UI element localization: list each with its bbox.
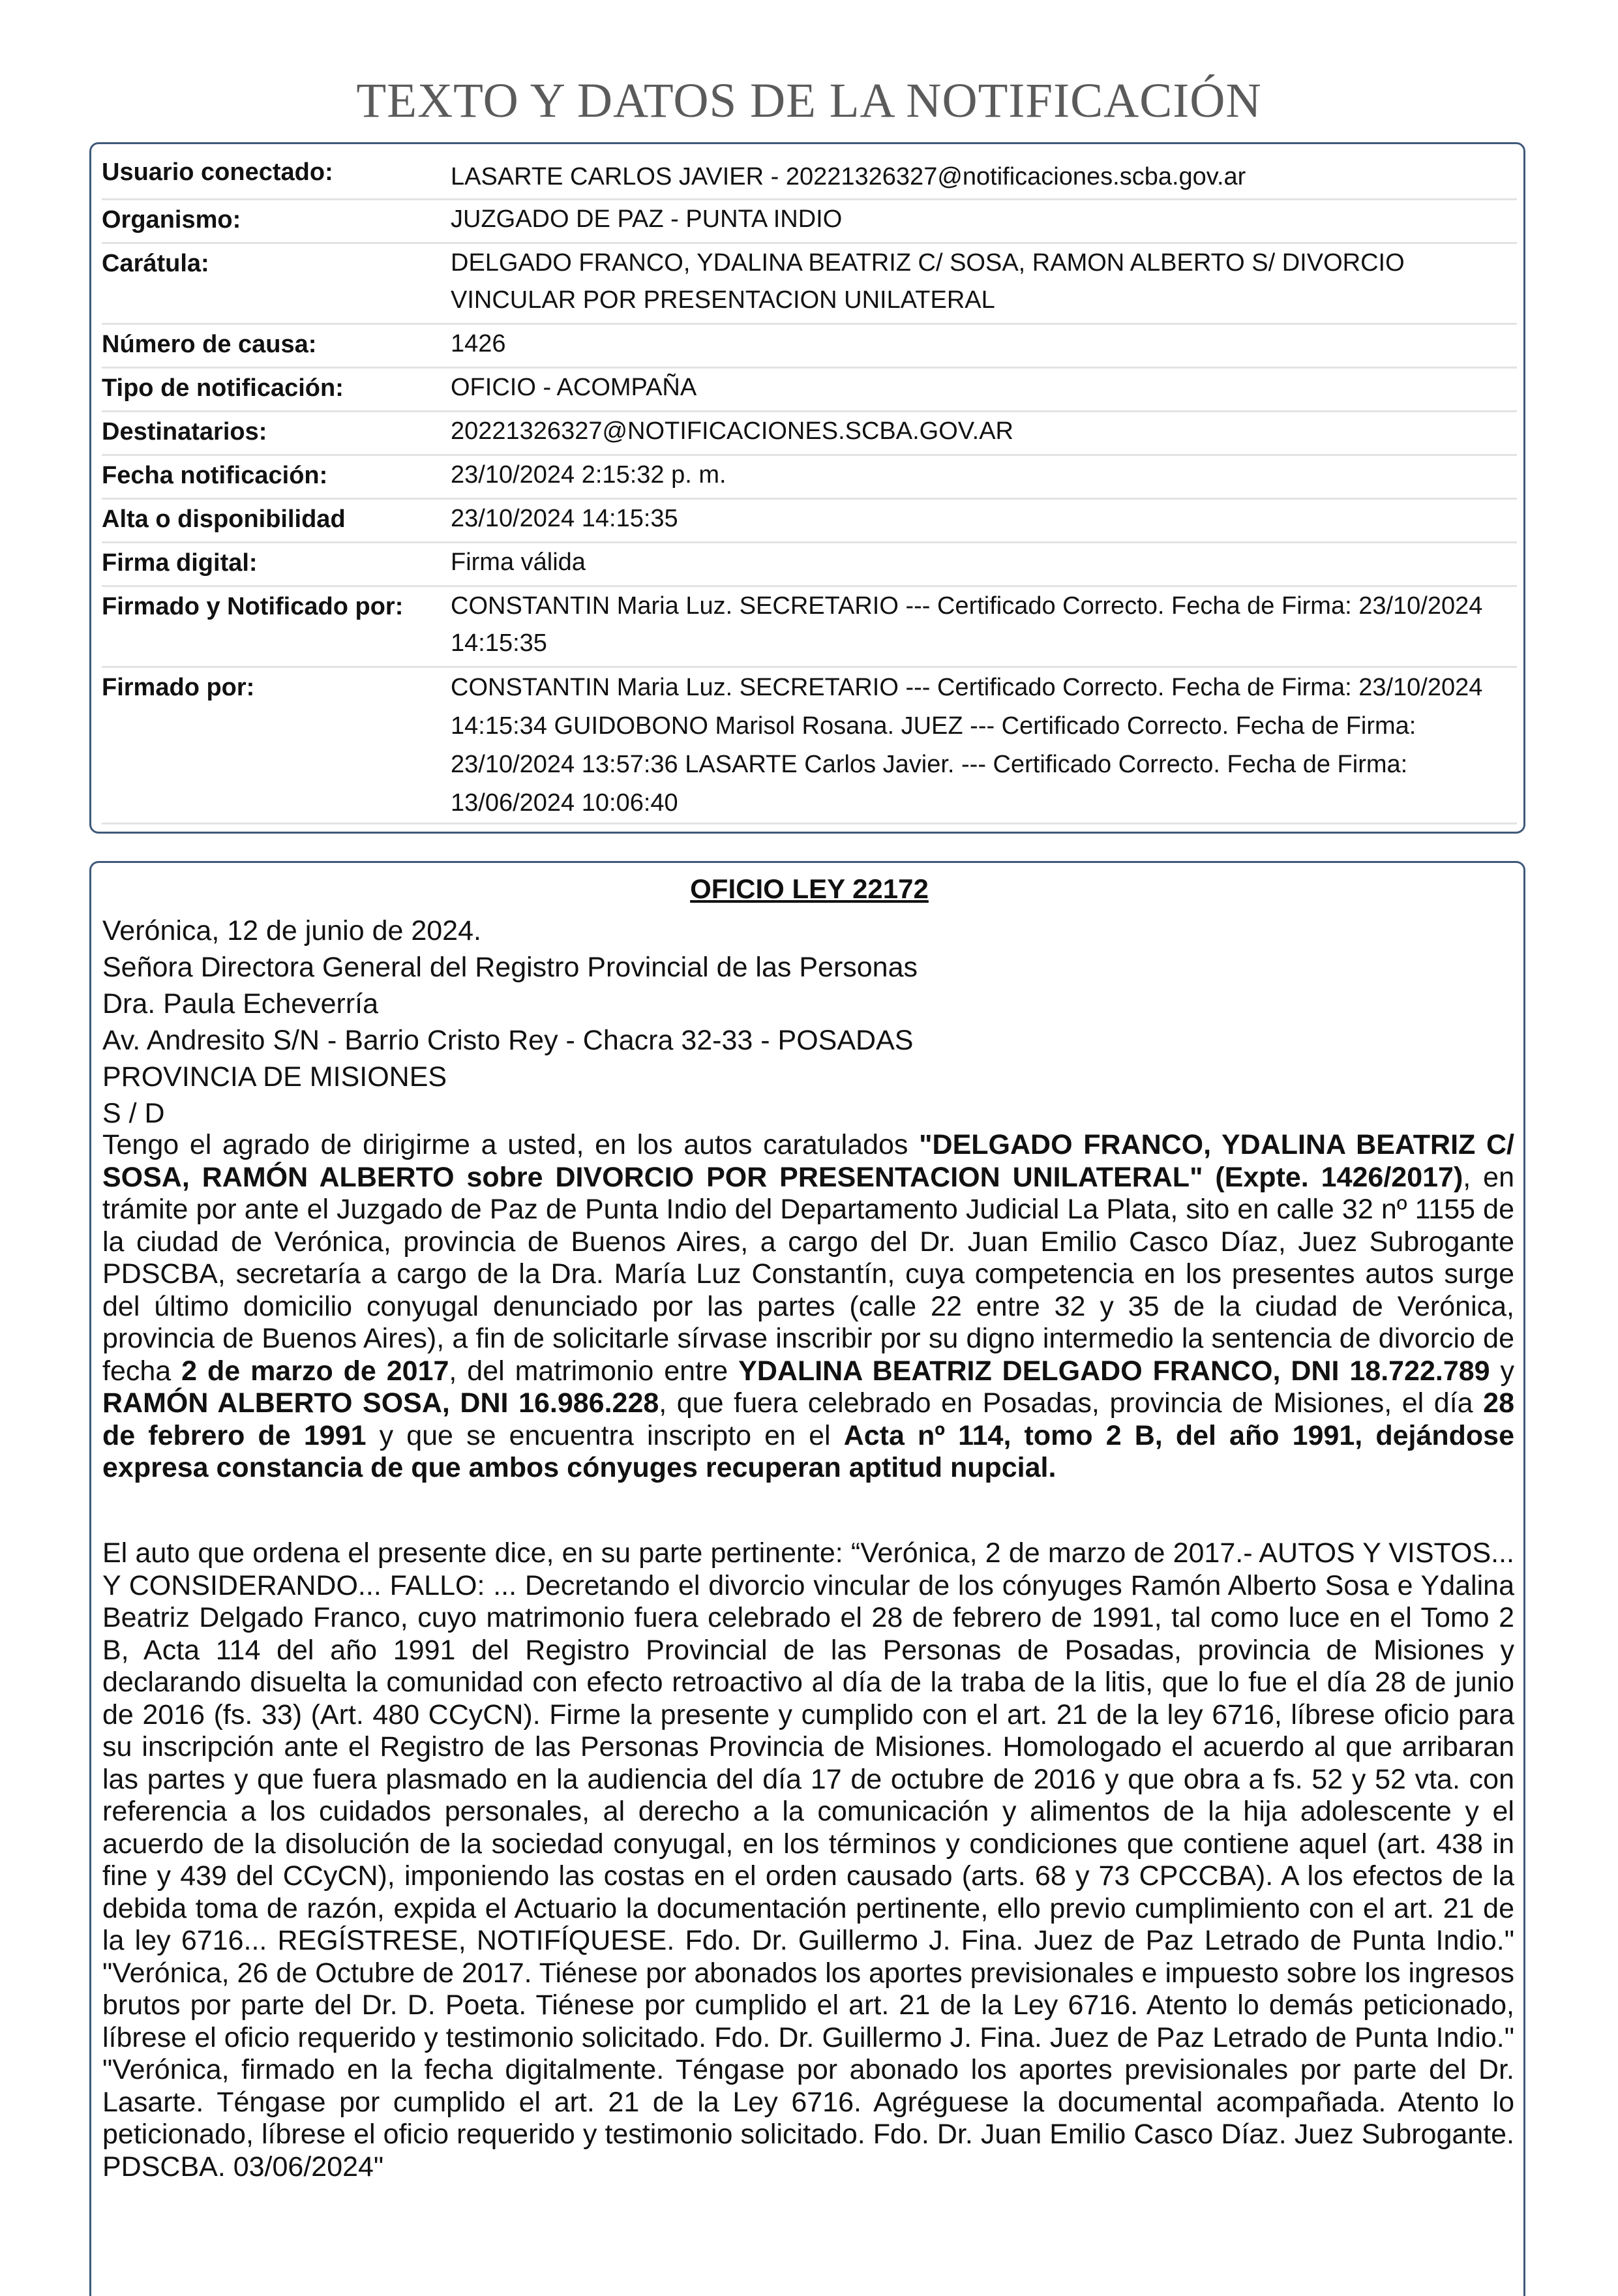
- metadata-row-firmado-notificado: [102, 585, 1517, 668]
- paragraph-segment-bold: YDALINA BEATRIZ DELGADO FRANCO, DNI 18.722.789: [738, 1355, 1490, 1387]
- metadata-row-organismo: [102, 198, 1517, 244]
- metadata-label: Firmado y Notificado por:: [102, 593, 404, 620]
- paragraph-segment-bold: Acta nº 114, tomo 2 B, del año 1991, dejándose expresa constancia de que ambos cónyuges recuperan aptitud nupcial.: [102, 1419, 1514, 1483]
- paragraph-segment: , del matrimonio entre: [449, 1355, 739, 1387]
- metadata-label: Organismo:: [102, 206, 241, 234]
- metadata-label: Firmado por:: [102, 674, 255, 701]
- document-paragraph-request: [102, 1129, 1514, 1485]
- metadata-row-fecha: [102, 454, 1517, 500]
- metadata-label: Número de causa:: [102, 331, 317, 358]
- document-heading: OFICIO LEY 22172: [690, 873, 929, 904]
- document-line-address: Av. Andresito S/N - Barrio Cristo Rey - Chacra 32-33 - POSADAS: [102, 1025, 914, 1056]
- metadata-value: DELGADO FRANCO, YDALINA BEATRIZ C/ SOSA, RAMON ALBERTO S/ DIVORCIO VINCULAR POR PRESENTACION UNILATERAL: [451, 249, 1405, 314]
- metadata-value: OFICIO - ACOMPAÑA: [451, 374, 697, 401]
- document-line-recipient: Señora Directora General del Registro Provincial de las Personas: [102, 952, 918, 983]
- metadata-value: Firma válida: [451, 549, 586, 576]
- metadata-value: CONSTANTIN Maria Luz. SECRETARIO --- Certificado Correcto. Fecha de Firma: 23/10/2024 14:15:35: [451, 592, 1483, 657]
- paragraph-segment-bold: 2 de marzo de 2017: [181, 1355, 449, 1387]
- paragraph-segment: Tengo el agrado de dirigirme a usted, en los autos caratulados: [102, 1129, 920, 1160]
- metadata-value: LASARTE CARLOS JAVIER - 20221326327@notificaciones.scba.gov.ar: [451, 163, 1246, 190]
- paragraph-segment-bold: RAMÓN ALBERTO SOSA, DNI 16.986.228: [102, 1387, 659, 1419]
- metadata-row-tipo: [102, 367, 1517, 412]
- metadata-value: 1426: [451, 330, 506, 357]
- metadata-label: Tipo de notificación:: [102, 374, 344, 402]
- metadata-row-caratula: [102, 242, 1517, 325]
- metadata-row-usuario: [102, 144, 1517, 200]
- metadata-row-firmado-por: [102, 666, 1517, 824]
- metadata-row-destinatarios: [102, 410, 1517, 456]
- document-address-block: [102, 913, 1514, 1132]
- paragraph-segment-bold: "DELGADO FRANCO, YDALINA BEATRIZ C/ SOSA, RAMÓN ALBERTO sobre DIVORCIO POR PRESENTACION UNILATERAL" (Expte. 1426/2017): [102, 1129, 1514, 1193]
- metadata-label: Usuario conectado:: [102, 159, 333, 186]
- metadata-value: JUZGADO DE PAZ - PUNTA INDIO: [451, 205, 843, 233]
- metadata-label: Firma digital:: [102, 549, 258, 577]
- metadata-value: 23/10/2024 2:15:32 p. m.: [451, 461, 727, 489]
- document-line-date: Verónica, 12 de junio de 2024.: [102, 915, 481, 946]
- metadata-label: Destinatarios:: [102, 418, 267, 446]
- metadata-label: Alta o disponibilidad: [102, 506, 346, 533]
- metadata-value: 20221326327@NOTIFICACIONES.SCBA.GOV.AR: [451, 417, 1013, 445]
- notification-body-panel: [89, 861, 1525, 2296]
- metadata-value: 23/10/2024 14:15:35: [451, 505, 678, 532]
- document-line-name: Dra. Paula Echeverría: [102, 988, 379, 1020]
- metadata-label: Fecha notificación:: [102, 462, 328, 489]
- paragraph-segment: , que fuera celebrado en Posadas, provincia de Misiones, el día: [659, 1387, 1484, 1419]
- metadata-value: CONSTANTIN Maria Luz. SECRETARIO --- Certificado Correcto. Fecha de Firma: 23/10/2024 14:15:34 GUIDOBONO Marisol Rosana. JUEZ --- Certificado Correcto. Fecha de Firma: 23/10/2024 13:57:36 LASARTE Carlos Javier. --- Certificado Correcto. Fecha de Firma: 13/06/2024 10:06:40: [451, 674, 1483, 817]
- document-paragraph-resolution: El auto que ordena el presente dice, en su parte pertinente: “Verónica, 2 de marzo de 2017.- AUTOS Y VISTOS... Y CONSIDERANDO... FALLO: ... Decretando el divorcio vincular de los cónyuges Ramón Alberto Sosa e Ydalina Beatriz Delgado Franco, cuyo matrimonio fuera celebrado el 28 de febrero de 1991, tal como luce en el Tomo 2 B, Acta 114 del año 1991 del Registro Provincial de las Personas de Posadas, provincia de Misiones y declarando disuelta la comunidad con efecto retroactivo al día de la traba de la litis, que lo fue el día 28 de junio de 2016 (fs. 33) (Art. 480 CCyCN). Firme la presente y cumplido con el art. 21 de la ley 6716, líbrese oficio para su inscripción ante el Registro de las Personas Provincia de Misiones. Homologado el acuerdo al que arribaran las partes y que fuera plasmado en la audiencia del día 17 de octubre de 2016 y que obra a fs. 52 y 52 vta. con referencia a los cuidados personales, al derecho a la comunicación y alimentos de la hija adolescente y el acuerdo de la disolución de la sociedad conyugal, en los términos y condiciones que contiene aquel (art. 438 in fine y 439 del CCyCN), imponiendo las costas en el orden causado (arts. 68 y 73 CPCCBA). A los efectos de la debida toma de razón, expida el Actuario la documentación pertinente, ello previo cumplimiento con el art. 21 de la ley 6716... REGÍSTRESE, NOTIFÍQUESE. Fdo. Dr. Guillermo J. Fina. Juez de Paz Letrado de Punta Indio." "Verónica, 26 de Octubre de 2017. Tiénese por abonados los aportes previsionales e impuesto sobre los ingresos brutos por parte del Dr. D. Poeta. Tiénese por cumplido el art. 21 de la Ley 6716. Atento lo demás peticionado, líbrese el oficio requerido y testimonio solicitado. Fdo. Dr. Guillermo J. Fina. Juez de Paz Letrado de Punta Indio." "Verónica, firmado en la fecha digitalmente. Téngase por abonado los aportes previsionales por parte del Dr. Lasarte. Téngase por cumplido el art. 21 de la Ley 6716. Agréguese la documental acompañada. Atento lo peticionado, líbrese el oficio requerido y testimonio solicitado. Fdo. Dr. Juan Emilio Casco Díaz. Juez Subrogante. PDSCBA. 03/06/2024": [102, 1537, 1514, 2183]
- page-title: TEXTO Y DATOS DE LA NOTIFICACIÓN: [356, 74, 1262, 128]
- metadata-row-numero-causa: [102, 323, 1517, 369]
- document-line-province: PROVINCIA DE MISIONES: [102, 1061, 447, 1093]
- document-line-sd: S / D: [102, 1098, 165, 1129]
- paragraph-segment-bold: 28 de febrero de 1991: [102, 1387, 1514, 1451]
- notification-metadata-panel: [89, 142, 1525, 834]
- paragraph-segment: , en trámite por ante el Juzgado de Paz de Punta Indio del Departamento Judicial La Plata, sito en calle 32 nº 1155 de la ciudad de Verónica, provincia de Buenos Aires, a cargo del Dr. Juan Emilio Casco Díaz, Juez Subrogante PDSCBA, secretaría a cargo de la Dra. María Luz Constantín, cuya competencia en los presentes autos surge del último domicilio conyugal denunciado por las partes (calle 22 entre 32 y 35 de la ciudad de Verónica, provincia de Buenos Aires), a fin de solicitarle sírvase inscribir por su digno intermedio la sentencia de divorcio de fecha: [102, 1161, 1514, 1387]
- metadata-row-firma-digital: [102, 541, 1517, 587]
- metadata-label: Carátula:: [102, 250, 209, 277]
- paragraph-segment: y que se encuentra inscripto en el: [366, 1419, 844, 1451]
- metadata-row-alta: [102, 498, 1517, 543]
- paragraph-segment: y: [1490, 1355, 1515, 1387]
